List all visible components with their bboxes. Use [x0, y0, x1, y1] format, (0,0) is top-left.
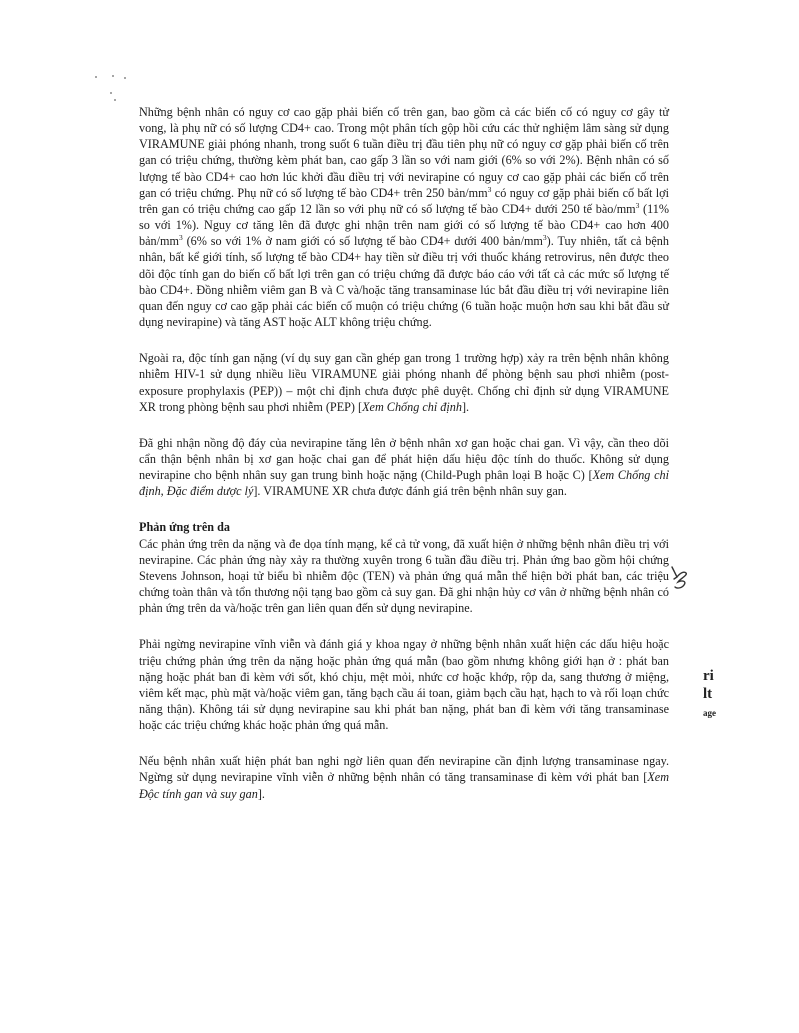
paragraph-text: (6% so với 1% ở nam giới có số lượng tế bào CD4+ dưới 400 bản/mm: [182, 234, 543, 249]
paragraph-text: Ngoài ra, độc tính gan nặng (ví dụ suy gan cần ghép gan trong 1 trường hợp) xảy ra trên bệnh nhân không nhiễm HIV-1 sử dụng nhiều liều VIRAMUNE giải phóng nhanh để phòng bệnh sau phơi nhiễm (post-exposure prophylaxis (PEP)) – một chỉ định chưa được phê duyệt. Chống chỉ định sử dụng VIRAMUNE XR trong phòng bệnh sau phơi nhiễm (PEP) [: [139, 351, 669, 414]
paragraph-text: ]. VIRAMUNE XR chưa được đánh giá trên bệnh nhân suy gan.: [253, 484, 567, 499]
paragraph-text: (11% so với 1%). Nguy cơ tăng lên đã được ghi nhận trên nam giới có số lượng tế bào CD4+ cao hơn 400 bản/mm: [139, 201, 669, 249]
margin-fragment: ri: [703, 668, 714, 684]
paragraph-discontinue: [139, 636, 669, 733]
margin-fragment: lt: [703, 686, 713, 702]
scan-speck: [114, 99, 116, 101]
paragraph-text: Các phản ứng trên da nặng và đe dọa tính mạng, kể cả tử vong, đã xuất hiện ở những bệnh nhân điều trị với nevirapine. Các phản ứng này xảy ra thường xuyên trong 6 tuần đầu điều trị. Phản ứng bao gồm hội chứng Stevens Johnson, hoại tử biểu bì nhiễm độc (TEN) và phản ứng quá mẫn thể hiện bởi phát ban, các triệu chứng toàn thân và tổn thương nội tạng bao gồm cả suy gan. Đã ghi nhận hủy cơ vân ở những bệnh nhân có phản ứng trên da và/hoặc trên gan liên quan đến sử dụng nevirapine.: [139, 536, 669, 616]
margin-fragment: age: [703, 708, 716, 718]
cross-reference: Xem Độc tính gan và suy gan: [139, 770, 669, 801]
paragraph-text: Phải ngừng nevirapine vĩnh viễn và đánh giá y khoa ngay ở những bệnh nhân xuất hiện các dấu hiệu hoặc triệu chứng phản ứng trên da nặng hoặc phản ứng quá mẫn (bao gồm nhưng không giới hạn ở : phát ban nặng hoặc phát ban đi kèm với sốt, khó chịu, mệt mỏi, nhức cơ hoặc khớp, rộp da, sang thương ở miệng, viêm kết mạc, phù mặt và/hoặc viêm gan, tăng bạch cầu ái toan, giảm bạch cầu hạt, hạch to và rối loạn chức năng thận). Không tái sử dụng nevirapine sau khi phát ban nặng, phát ban đi kèm với tăng transaminase hoặc các triệu chứng khác hoặc phản ứng quá mẫn.: [139, 637, 669, 733]
scan-speck: [124, 77, 126, 79]
paragraph-transaminase: [139, 753, 669, 801]
paragraph-text: ].: [257, 786, 265, 801]
paragraph-text: Những bệnh nhân có nguy cơ cao gặp phải biến cố trên gan, bao gồm cả các biến cố có nguy cơ gây tử vong, là phụ nữ có số lượng CD4+ cao. Trong một phân tích gộp hồi cứu các thử nghiệm lâm sàng sử dụng VIRAMUNE giải phóng nhanh, trong suốt 6 tuần điều trị đầu tiên phụ nữ có nguy cơ gặp phải biến cố trên gan có triệu chứng, thường kèm phát ban, cao gấp 3 lần so với nam giới (6% so với 2%). Bệnh nhân có số lượng tế bào CD4+ cao hơn lúc khởi đầu điều trị với nevirapine có nguy cơ cao gặp phải các biến cố trên gan có triệu chứng. Phụ nữ có số lượng tế bào CD4+ trên 250 bản/mm: [139, 105, 669, 200]
cross-reference: Xem Chống chỉ định: [362, 399, 462, 414]
section-heading: Phản ứng trên da: [139, 520, 230, 535]
paragraph-text: Nếu bệnh nhân xuất hiện phát ban nghi ngờ liên quan đến nevirapine cần định lượng transaminase ngay. Ngừng sử dụng nevirapine vĩnh viễn ở những bệnh nhân có tăng transaminase đi kèm với phát ban [: [139, 754, 669, 785]
handwritten-initial-mark: [666, 563, 692, 591]
paragraph-hepatic-risk: [139, 104, 669, 330]
scan-speck: [95, 76, 97, 78]
paragraph-cirrhosis: [139, 435, 669, 500]
paragraph-text: ].: [461, 399, 470, 414]
superscript: 3: [542, 233, 547, 243]
section-skin-reactions: [139, 519, 669, 616]
superscript: 3: [178, 233, 183, 243]
scan-speck: [112, 75, 114, 77]
cross-reference: Xem Chống chỉ định, Đặc điểm dược lý: [139, 468, 669, 499]
paragraph-text: ). Tuy nhiên, tất cả bệnh nhân, bất kể giới tính, số lượng tế bào CD4+ hay tiền sử điều trị với thuốc kháng retrovirus, nên được theo dõi độc tính gan do biến cố bất lợi trên gan có triệu chứng đã được báo cáo với tất cả các mức số lượng tế bào CD4+. Đồng nhiễm viêm gan B và C và/hoặc tăng transaminase lúc bắt đầu điều trị với nevirapine liên quan đến nguy cơ cao gặp phải các biến cố muộn có triệu chứng (6 tuần hoặc muộn hơn sau khi bắt đầu sử dụng nevirapine) và tăng AST hoặc ALT không triệu chứng.: [139, 234, 669, 330]
superscript: 3: [487, 184, 492, 194]
superscript: 3: [635, 200, 640, 210]
paragraph-text: Đã ghi nhận nồng độ đáy của nevirapine tăng lên ở bệnh nhân xơ gan hoặc chai gan. Vì vậy, cần theo dõi cẩn thận bệnh nhân bị xơ gan hoặc chai gan để phát hiện dấu hiệu độc tính do thuốc. Không sử dụng nevirapine cho bệnh nhân suy gan trung bình hoặc nặng (Child-Pugh phân loại B hoặc C) [: [139, 435, 669, 483]
paragraph-pep: [139, 350, 669, 415]
paragraph-text: có nguy cơ gặp phải biến cố bất lợi trên gan có triệu chứng cao gấp 12 lần so với phụ nữ có số lượng tế bào CD4+ dưới 250 tế bào/mm: [139, 185, 670, 216]
scan-speck: [110, 92, 112, 94]
document-body: [139, 104, 669, 822]
